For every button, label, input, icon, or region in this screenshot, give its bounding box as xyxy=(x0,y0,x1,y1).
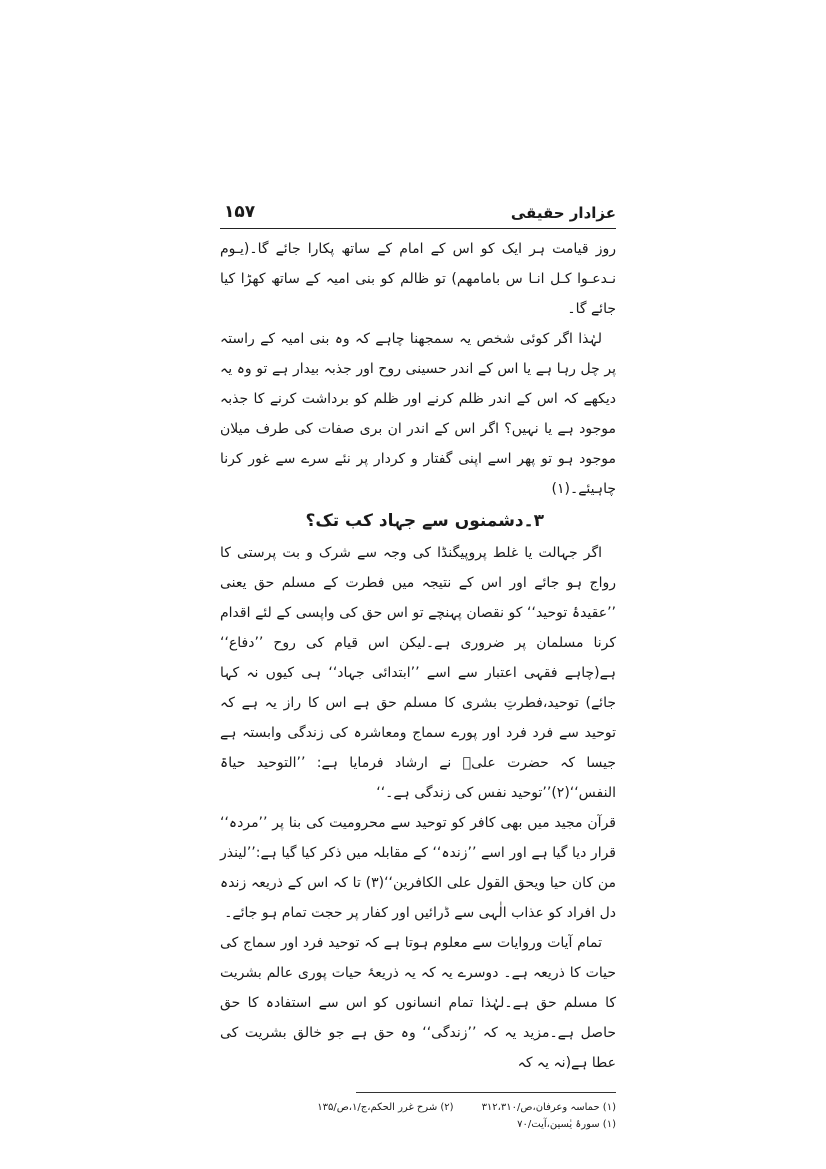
paragraph: تمام آیات وروایات سے معلوم ہوتا ہے کہ توحید فرد اور سماج کی حیات کا ذریعہ ہے۔ دوسرے یہ کہ یہ ذریعۂ حیات پوری عالم بشریت کا مسلم حق ہے۔لہٰذا تمام انسانوں کو اس سے استفادہ کا حق حاصل ہے۔مزید یہ کہ ’’زندگی‘‘ وہ حق ہے جو خالق بشریت کی عطا ہے(نہ یہ کہ xyxy=(220,935,616,1071)
section-heading: ۳۔دشمنوں سے جہاد کب تک؟ xyxy=(305,511,544,531)
header-rule xyxy=(220,228,616,229)
footnote-2: (۲) شرح غرر الحکم،ج/۱،ص/۱۳۵ xyxy=(317,1102,454,1113)
footnote-1: (۱) حماسہ وعرفان،ص/۳۱۲،۳۱۰ xyxy=(481,1102,616,1113)
footnote-3: (۱) سورۂ یٰسین،آیت/۷۰ xyxy=(517,1119,616,1130)
running-title: عزادار حقیقی xyxy=(510,204,616,222)
paragraph: اگر جہالت یا غلط پروپیگنڈا کی وجہ سے شرک و بت پرستی کا رواج ہو جائے اور اس کے نتیجہ میں فطرت کے مسلم حق یعنی ’’عقیدۂ توحید‘‘ کو نقصان پہنچے تو اس حق کی واپسی کے لئے اقدام کرنا مسلمان پر ضروری ہے۔لیکن اس قیام کی روح ’’دفاع‘‘ ہے(چاہے فقہی اعتبار سے اسے ’’ابتدائی جہاد‘‘ ہی کیوں نہ کہا جائے) توحید،فطرتِ بشری کا مسلم حق ہے اس کا راز یہ ہے کہ توحید سے فرد فرد اور پورے سماج ومعاشرہ کی زندگی وابستہ ہے جیسا کہ حضرت علیؑ نے ارشاد فرمایا ہے: ’’التوحید حیاۃ النفس‘‘(۲)’’توحید نفس کی زندگی ہے۔‘‘ xyxy=(220,545,616,801)
footnotes xyxy=(220,1099,616,1133)
book-page xyxy=(220,196,616,1133)
page-body xyxy=(220,234,616,1078)
paragraph: روز قیامت ہر ایک کو اس کے امام کے ساتھ پکارا جائے گا۔(یـوم نـدعـوا کـل انـا س بامامھم) تو ظالم کو بنی امیہ کے ساتھ کھڑا کیا جائے گا۔ xyxy=(220,241,616,317)
page-number: ۱۵۷ xyxy=(224,202,256,222)
paragraph: قرآن مجید میں بھی کافر کو توحید سے محرومیت کی بنا پر ’’مردہ‘‘ قرار دیا گیا ہے اور اسے ’’زندہ‘‘ کے مقابلہ میں ذکر کیا گیا ہے:’’لینذر من کان حیا ویحق القول علی الکافرین‘‘(۳) تا کہ اس کے ذریعہ زندہ دل افراد کو عذاب الٰہی سے ڈرائیں اور کفار پر حجت تمام ہو جائے۔ xyxy=(220,815,616,921)
footnote-rule xyxy=(356,1092,616,1093)
paragraph: لہٰذا اگر کوئی شخص یہ سمجھنا چاہے کہ وہ بنی امیہ کے راستہ پر چل رہا ہے یا اس کے اندر حسینی روح اور جذبہ بیدار ہے تو وہ یہ دیکھے کہ اس کے اندر ظلم کرنے اور ظلم کو برداشت کرنے کا جذبہ موجود ہے یا نہیں؟ اگر اس کے اندر ان بری صفات کی طرف میلان موجود ہو تو پھر اسے اپنی گفتار و کردار پر نئے سرے سے غور کرنا چاہیئے۔(۱) xyxy=(220,331,616,497)
running-header xyxy=(220,196,616,230)
footnote-row xyxy=(220,1099,616,1116)
